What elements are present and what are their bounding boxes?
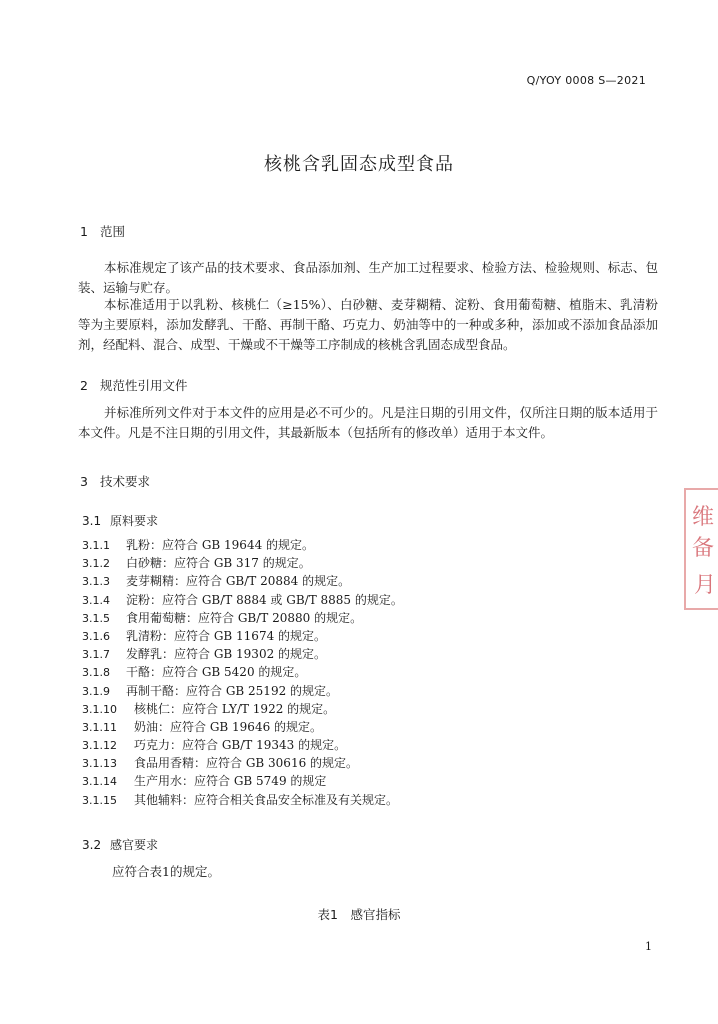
section-number: 1: [80, 224, 88, 239]
subsection-title: 原料要求: [110, 514, 159, 528]
section-number: 2: [80, 378, 88, 393]
item-text: 奶油：应符合 GB 19646 的规定。: [134, 719, 323, 734]
section-3-2-paragraph: 应符合表1的规定。: [112, 864, 220, 879]
subsection-number: 3.1: [82, 514, 102, 528]
item-text: 发酵乳：应符合 GB 19302 的规定。: [126, 647, 327, 662]
item-text: 淀粉：应符合 GB/T 8884 或 GB/T 8885 的规定。: [126, 592, 403, 607]
item-text: 核桃仁：应符合 LY/T 1922 的规定。: [134, 701, 336, 716]
list-item: [82, 591, 403, 609]
section-1-paragraph-2: 本标准适用于以乳粉、核桃仁（≥15%）、白砂糖、麦芽糊精、淀粉、食用葡萄糖、植脂末、乳清粉等为主要原料，添加发酵乳、干酪、再制干酪、巧克力、奶油等中的一种或多种，添加或不添加食品添加剂，经配料、混合、成型、干燥或不干燥等工序制成的核桃含乳固态成型食品。: [78, 297, 658, 352]
item-number: 3.1.3: [82, 575, 110, 589]
section-1-paragraph-1: 本标准规定了该产品的技术要求、食品添加剂、生产加工过程要求、检验方法、检验规则、标志、包装、运输与贮存。: [78, 260, 658, 295]
item-text: 食品用香精：应符合 GB 30616 的规定。: [134, 756, 359, 771]
list-item: [82, 627, 403, 645]
subsection-title: 感官要求: [110, 838, 159, 852]
item-number: 3.1.6: [82, 629, 110, 643]
item-text: 其他辅料：应符合相关食品安全标准及有关规定。: [134, 792, 399, 807]
item-number: 3.1.10: [82, 702, 117, 716]
item-text: 麦芽糊精：应符合 GB/T 20884 的规定。: [126, 574, 351, 589]
section-2-heading: [80, 376, 188, 394]
item-number: 3.1.5: [82, 611, 110, 625]
list-item: [82, 772, 403, 790]
item-number: 3.1.4: [82, 593, 110, 607]
list-item: [82, 554, 403, 572]
section-title: 技术要求: [100, 474, 151, 489]
standard-code: Q/YOY 0008 S—2021: [526, 74, 646, 87]
section-3-heading: [80, 472, 150, 490]
list-item: [82, 609, 403, 627]
document-title: 核桃含乳固态成型食品: [264, 154, 454, 175]
filing-stamp: [684, 488, 718, 610]
list-item: [82, 718, 403, 736]
item-number: 3.1.12: [82, 739, 117, 753]
list-item: [82, 536, 403, 554]
stamp-text: 维备: [692, 505, 715, 561]
item-number: 3.1.7: [82, 648, 110, 662]
item-number: 3.1.9: [82, 684, 110, 698]
item-text: 白砂糖：应符合 GB 317 的规定。: [126, 556, 311, 571]
item-number: 3.1.2: [82, 557, 110, 571]
subsection-number: 3.2: [82, 838, 102, 852]
item-text: 巧克力：应符合 GB/T 19343 的规定。: [134, 738, 347, 753]
list-item: [82, 663, 403, 681]
item-number: 3.1.1: [82, 539, 110, 552]
list-item: [82, 700, 403, 718]
item-number: 3.1.11: [82, 720, 117, 734]
item-text: 乳清粉：应符合 GB 11674 的规定。: [126, 628, 327, 643]
table-caption: 表1 感官指标: [317, 907, 401, 922]
item-text: 生产用水：应符合 GB 5749 的规定: [134, 774, 327, 789]
list-item: [82, 682, 403, 700]
section-title: 范围: [100, 224, 126, 239]
list-item: [82, 791, 403, 809]
list-item: [82, 754, 403, 772]
item-number: 3.1.15: [82, 793, 117, 807]
item-text: 食用葡萄糖：应符合 GB/T 20880 的规定。: [126, 610, 363, 625]
section-3-2-heading: [82, 836, 158, 853]
item-text: 再制干酪：应符合 GB 25192 的规定。: [126, 683, 339, 698]
list-item: [82, 645, 403, 663]
section-2-paragraph-1: 并标准所列文件对于本文件的应用是必不可少的。凡是注日期的引用文件，仅所注日期的版本适用于本文件。凡是不注日期的引用文件，其最新版本（包括所有的修改单）适用于本文件。: [78, 405, 658, 440]
section-3-1-heading: [82, 512, 158, 529]
section-1-heading: [80, 222, 125, 240]
list-item: [82, 572, 403, 590]
item-text: 干酪：应符合 GB 5420 的规定。: [126, 665, 307, 680]
section-title: 规范性引用文件: [100, 378, 188, 393]
page-number: 1: [645, 940, 652, 953]
section-number: 3: [80, 474, 88, 489]
stamp-text: 月: [694, 573, 717, 598]
list-item: [82, 736, 403, 754]
item-number: 3.1.13: [82, 757, 117, 771]
item-number: 3.1.14: [82, 775, 117, 789]
raw-material-list: [82, 536, 403, 809]
item-number: 3.1.8: [82, 666, 110, 680]
item-text: 乳粉：应符合 GB 19644 的规定。: [126, 538, 315, 552]
